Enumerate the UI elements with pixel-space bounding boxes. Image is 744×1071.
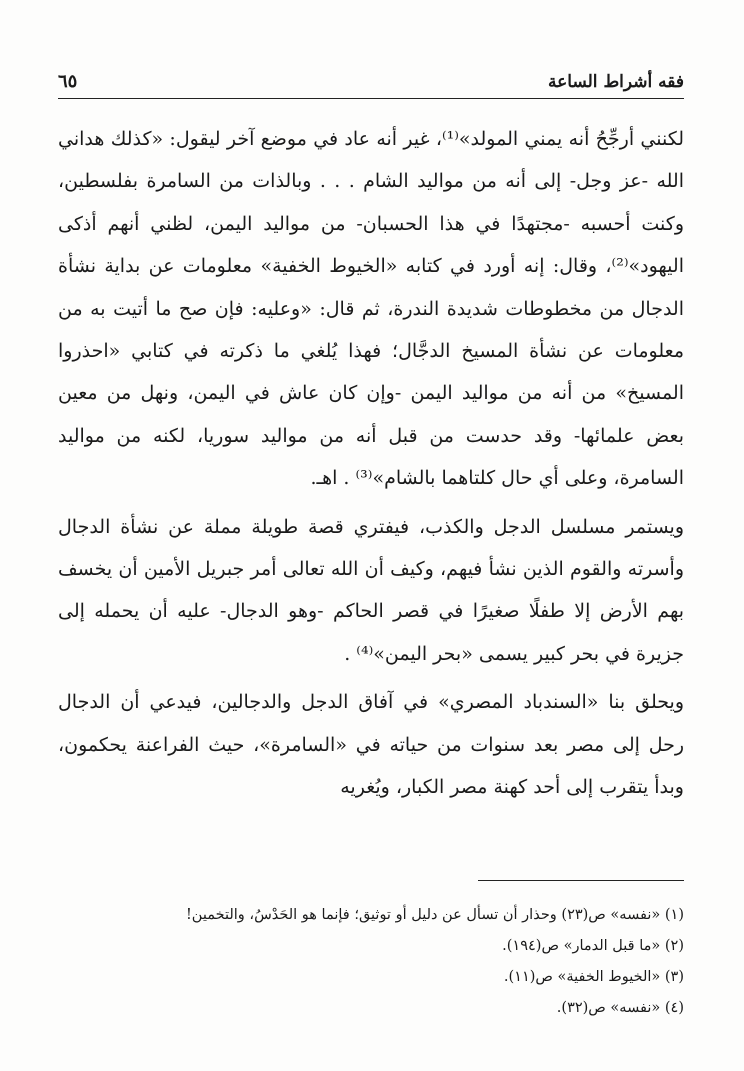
footnote-2: (٢) «ما قبل الدمار» ص(١٩٤). <box>502 938 684 954</box>
paragraph-1: لكنني أرجِّحُ أنه يمني المولد»⁽¹⁾، غير أنه عاد في موضع آخر ليقول: «كذلك هداني الله -عز وجل- إلى أنه من مواليد الشام . . . وبالذات من السامرة بفلسطين، وكنت أحسبه -مجتهدًا في هذا الحسبان- من مواليد اليمن، لظني أنهم أذكى اليهود»⁽²⁾، وقال: إنه أورد في كتابه «الخيوط الخفية» معلومات عن بداية نشأة الدجال من مخطوطات شديدة الندرة، ثم قال: «وعليه: فإن صح ما أتيت به من معلومات عن نشأة المسيخ الدجَّال؛ فهذا يُلغي ما ذكرته في كتابي «احذروا المسيخ» من أنه من مواليد اليمن -وإن كان عاش في اليمن، ونهل من معين بعض علمائها- وقد حدست من قبل أنه من مواليد سوريا، لكنه من مواليد السامرة، وعلى أي حال كلتاهما بالشام»⁽³⁾ . اهـ. <box>58 128 684 490</box>
page-header <box>58 62 684 92</box>
main-text <box>58 118 684 809</box>
paragraph-3: ويحلق بنا «السندباد المصري» في آفاق الدجل والدجالين، فيدعي أن الدجال رحل إلى مصر بعد سنوات من حياته في «السامرة»، حيث الفراعنة يحكمون، وبدأ يتقرب إلى أحد كهنة مصر الكبار، ويُغريه <box>58 691 684 799</box>
footnote-3: (٣) «الخيوط الخفية» ص(١١). <box>503 969 684 985</box>
footnote-1: (١) «نفسه» ص(٢٣) وحذار أن تسأل عن دليل أو توثيق؛ فإنما هو الحَدْسُ، والتخمين! <box>185 907 684 923</box>
paragraph-2: ويستمر مسلسل الدجل والكذب، فيفتري قصة طويلة مملة عن نشأة الدجال وأسرته والقوم الذين نشأ فيهم، وكيف أن الله تعالى أمر جبريل الأمين أن يخسف بهم الأرض إلا طفلًا صغيرًا في قصر الحاكم -وهو الدجال- عليه أن يحمله إلى جزيرة في بحر كبير يسمى «بحر اليمن»⁽⁴⁾ . <box>58 515 684 665</box>
footnotes <box>58 900 684 1024</box>
page-number: ٦٥ <box>58 71 78 92</box>
header-divider <box>58 98 684 99</box>
running-title: فقه أشراط الساعة <box>548 72 684 92</box>
footnote-divider <box>478 880 684 881</box>
footnote-4: (٤) «نفسه» ص(٣٢). <box>556 1000 684 1016</box>
